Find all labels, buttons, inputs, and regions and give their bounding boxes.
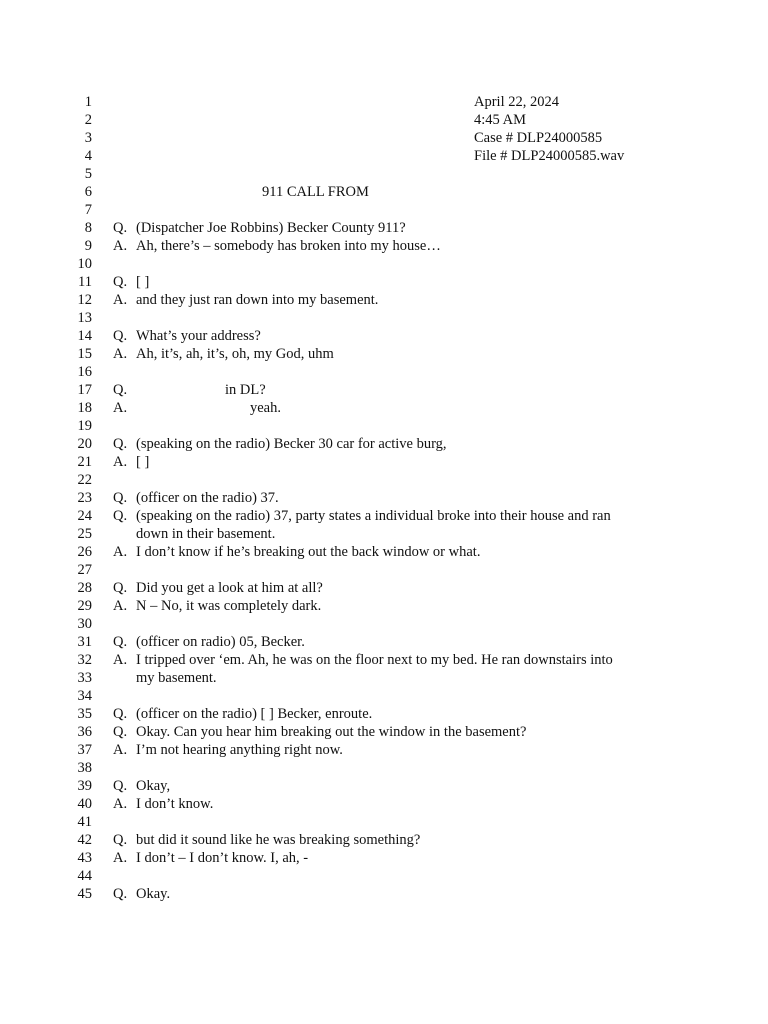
transcript-line [0,111,768,129]
line-number: 32 [77,652,92,668]
transcript-line [0,507,768,525]
transcript-line [0,399,768,417]
line-number: 1 [84,94,92,110]
line-text: (speaking on the radio) Becker 30 car for active burg, [136,436,447,452]
question-label: Q. [113,706,128,722]
answer-label: A. [113,544,128,560]
question-label: Q. [113,724,128,740]
transcript-line [0,687,768,705]
line-number: 39 [77,778,92,794]
line-number: 43 [77,850,92,866]
line-text: (officer on the radio) 37. [136,490,279,506]
line-number: 5 [84,166,92,182]
question-label: Q. [113,490,128,506]
question-label: Q. [113,634,128,650]
line-number: 40 [77,796,92,812]
transcript-line [0,165,768,183]
answer-label: A. [113,742,128,758]
line-text: I tripped over ‘em. Ah, he was on the floor next to my bed. He ran downstairs into [136,652,613,668]
line-number: 38 [77,760,92,776]
line-number: 4 [84,148,92,164]
line-number: 6 [84,184,92,200]
transcript-line [0,435,768,453]
line-number: 20 [77,436,92,452]
line-number: 10 [77,256,92,272]
line-number: 9 [84,238,92,254]
transcript-line [0,615,768,633]
line-number: 25 [77,526,92,542]
transcript-line [0,255,768,273]
transcript-line [0,741,768,759]
transcript-line [0,561,768,579]
line-number: 13 [77,310,92,326]
line-number: 36 [77,724,92,740]
transcript-line [0,489,768,507]
header-file-name: File # DLP24000585.wav [474,148,625,164]
line-number: 18 [77,400,92,416]
transcript-line [0,759,768,777]
question-label: Q. [113,436,128,452]
transcript-line [0,651,768,669]
transcript-line [0,219,768,237]
transcript-line [0,795,768,813]
answer-label: A. [113,850,128,866]
line-text: N – No, it was completely dark. [136,598,322,614]
line-number: 16 [77,364,92,380]
answer-label: A. [113,796,128,812]
answer-label: A. [113,652,128,668]
line-text: and they just ran down into my basement. [136,292,379,308]
line-number: 45 [77,886,92,902]
line-text: Okay, [136,778,171,794]
line-text: I don’t know. [136,796,214,812]
question-label: Q. [113,832,128,848]
transcript-line [0,525,768,543]
line-text: but did it sound like he was breaking something? [136,832,421,848]
line-text: Did you get a look at him at all? [136,580,323,596]
header-case-number: Case # DLP24000585 [474,130,603,146]
question-label: Q. [113,274,128,290]
transcript-line [0,813,768,831]
line-number: 28 [77,580,92,596]
line-text-fragment: yeah. [250,400,281,416]
transcript-line [0,363,768,381]
transcript-line [0,777,768,795]
question-label: Q. [113,580,128,596]
line-number: 2 [84,112,92,128]
transcript-line [0,885,768,903]
line-number: 27 [77,562,92,578]
transcript-line [0,849,768,867]
transcript-line [0,417,768,435]
line-text: Okay. [136,886,171,902]
line-number: 41 [77,814,92,830]
line-number: 30 [77,616,92,632]
question-label: Q. [113,382,128,398]
answer-label: A. [113,292,128,308]
transcript-line [0,291,768,309]
line-number: 17 [77,382,92,398]
transcript-line [0,831,768,849]
line-text: my basement. [136,670,217,686]
transcript-line [0,633,768,651]
line-text: What’s your address? [136,328,261,344]
line-number: 34 [77,688,92,704]
transcript-line [0,147,768,165]
line-text: [ ] [136,454,150,470]
question-label: Q. [113,778,128,794]
transcript-line [0,93,768,111]
line-number: 44 [77,868,92,884]
transcript-line [0,543,768,561]
line-number: 21 [77,454,92,470]
line-number: 7 [84,202,92,218]
line-text: (speaking on the radio) 37, party states a individual broke into their house and ran [136,508,611,524]
question-label: Q. [113,328,128,344]
answer-label: A. [113,598,128,614]
transcript-line [0,867,768,885]
transcript-line [0,597,768,615]
transcript-line [0,579,768,597]
line-text: I don’t know if he’s breaking out the back window or what. [136,544,481,560]
transcript-line [0,327,768,345]
line-number: 22 [77,472,92,488]
answer-label: A. [113,346,128,362]
answer-label: A. [113,238,128,254]
transcript-line [0,309,768,327]
line-number: 33 [77,670,92,686]
document-title: 911 CALL FROM [262,184,369,200]
line-number: 23 [77,490,92,506]
transcript-line [0,129,768,147]
line-text: Ah, it’s, ah, it’s, oh, my God, uhm [136,346,334,362]
line-number: 24 [77,508,92,524]
line-number: 12 [77,292,92,308]
header-date: April 22, 2024 [474,94,559,110]
line-text: (officer on radio) 05, Becker. [136,634,305,650]
line-text: I don’t – I don’t know. I, ah, - [136,850,309,866]
header-time: 4:45 AM [474,112,526,128]
line-number: 35 [77,706,92,722]
line-text: I’m not hearing anything right now. [136,742,343,758]
line-number: 8 [84,220,92,236]
transcript-line [0,201,768,219]
line-text: Okay. Can you hear him breaking out the window in the basement? [136,724,527,740]
line-number: 31 [77,634,92,650]
line-number: 14 [77,328,92,344]
line-number: 3 [84,130,92,146]
line-number: 11 [78,274,92,290]
question-label: Q. [113,508,128,524]
transcript-line [0,705,768,723]
line-number: 19 [77,418,92,434]
line-number: 26 [77,544,92,560]
transcript-line [0,273,768,291]
answer-label: A. [113,454,128,470]
transcript-line [0,669,768,687]
line-number: 29 [77,598,92,614]
line-text: (officer on the radio) [ ] Becker, enroute. [136,706,373,722]
line-text: [ ] [136,274,150,290]
transcript-line [0,471,768,489]
transcript-line [0,237,768,255]
line-text: (Dispatcher Joe Robbins) Becker County 911? [136,220,406,236]
transcript-lines [0,93,768,903]
line-number: 15 [77,346,92,362]
transcript-line [0,183,768,201]
line-text: down in their basement. [136,526,276,542]
transcript-line [0,381,768,399]
question-label: Q. [113,220,128,236]
line-number: 42 [77,832,92,848]
line-text-fragment: in DL? [225,382,266,398]
line-text: Ah, there’s – somebody has broken into my house… [136,238,441,254]
transcript-line [0,345,768,363]
line-number: 37 [77,742,92,758]
answer-label: A. [113,400,128,416]
transcript-line [0,723,768,741]
transcript-line [0,453,768,471]
question-label: Q. [113,886,128,902]
